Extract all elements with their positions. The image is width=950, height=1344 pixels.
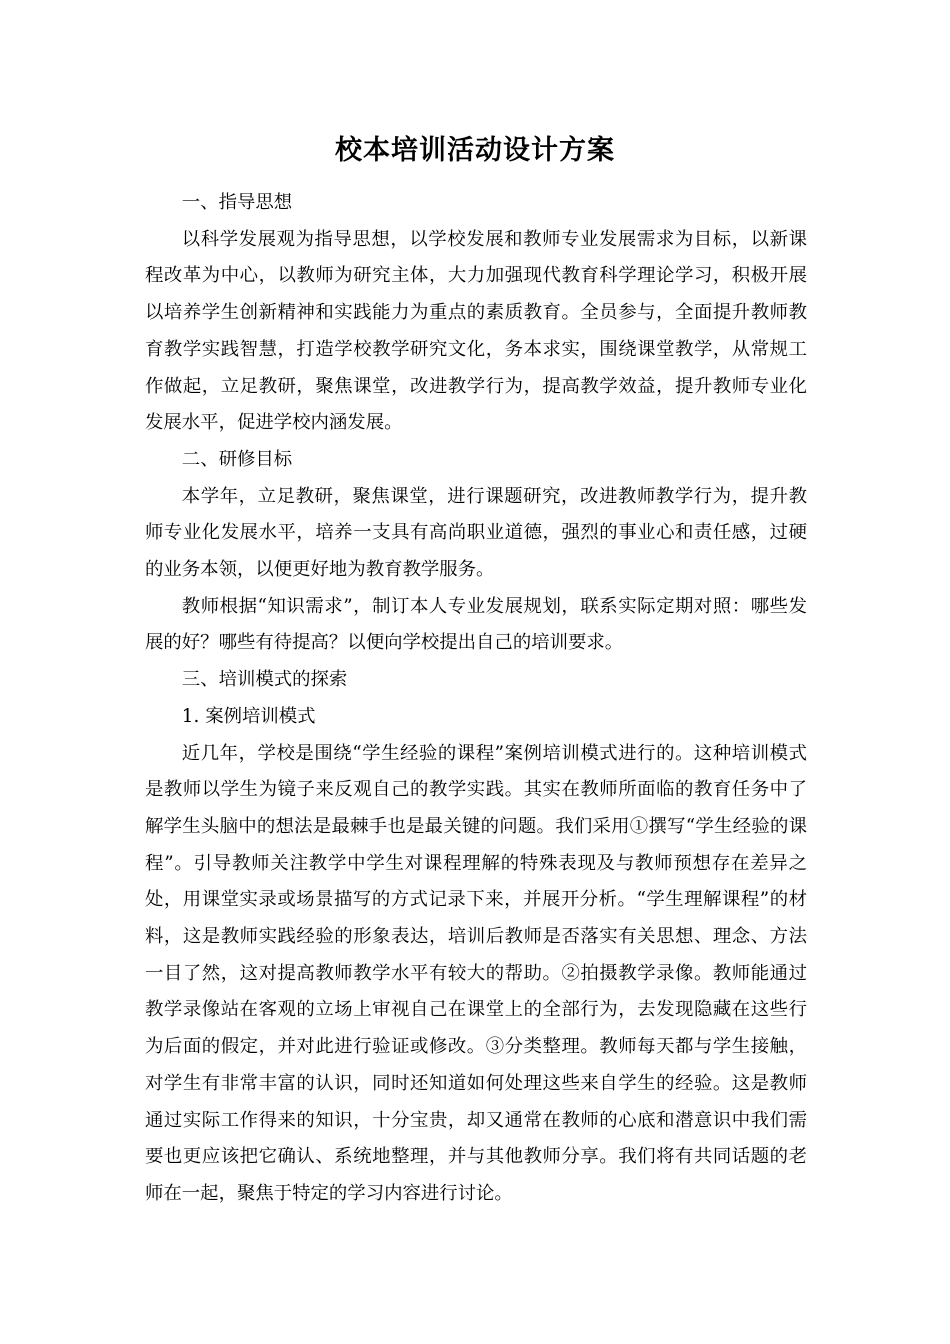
- section-heading-training-modes: 三、培训模式的探索: [181, 669, 348, 691]
- paragraph-knowledge-needs: 教师根据“知识需求”，制订本人专业发展规划，联系实际定期对照：哪些发展的好？哪些有待提高？以便向学校提出自己的培训要求。: [145, 595, 807, 654]
- paragraph-case-training: 近几年，学校是围绕“学生经验的课程”案例培训模式进行的。这种培训模式是教师以学生为镜子来反观自己的教学实践。其实在教师所面临的教育任务中了解学生头脑中的想法是最棘手也是最关键的问题。我们采用①撰写“学生经验的课程”。引导教师关注教学中学生对课程理解的特殊表现及与教师预想存在差异之处，用课堂实录或场景描写的方式记录下来，并展开分析。“学生理解课程”的材料，这是教师实践经验的形象表达，培训后教师是否落实有关思想、理念、方法一目了然，这对提高教师教学水平有较大的帮助。②拍摄教学录像。教师能通过教学录像站在客观的立场上审视自己在课堂上的全部行为，去发现隐藏在这些行为后面的假定，并对此进行验证或修改。③分类整理。教师每天都与学生接触，对学生有非常丰富的认识，同时还知道如何处理这些来自学生的经验。这是教师通过实际工作得来的知识，十分宝贵，却又通常在教师的心底和潜意识中我们需要也更应该把它确认、系统地整理，并与其他教师分享。我们将有共同话题的老师在一起，聚焦于特定的学习内容进行讨论。: [145, 742, 807, 1204]
- section-heading-training-goals: 二、研修目标: [181, 448, 293, 470]
- paragraph-training-goals: 本学年，立足教研，聚焦课堂，进行课题研究，改进教师教学行为，提升教师专业化发展水平，培养一支具有高尚职业道德，强烈的事业心和责任感，过硬的业务本领，以便更好地为教育教学服务。: [145, 485, 807, 581]
- paragraph-guiding-thought: 以科学发展观为指导思想，以学校发展和教师专业发展需求为目标，以新课程改革为中心，以教师为研究主体，大力加强现代教育科学理论学习，积极开展以培养学生创新精神和实践能力为重点的素质教育。全员参与，全面提升教师教育教学实践智慧，打造学校教学研究文化，务本求实，围绕课堂教学，从常规工作做起，立足教研，聚焦课堂，改进教学行为，提高教学效益，提升教师专业化发展水平，促进学校内涵发展。: [145, 228, 807, 434]
- document-body: [145, 185, 807, 1213]
- document-title: 校本培训活动设计方案: [335, 135, 615, 166]
- section-heading-guiding-thought: 一、指导思想: [181, 192, 293, 213]
- subsection-heading-case-training: 1. 案例培训模式: [181, 705, 316, 727]
